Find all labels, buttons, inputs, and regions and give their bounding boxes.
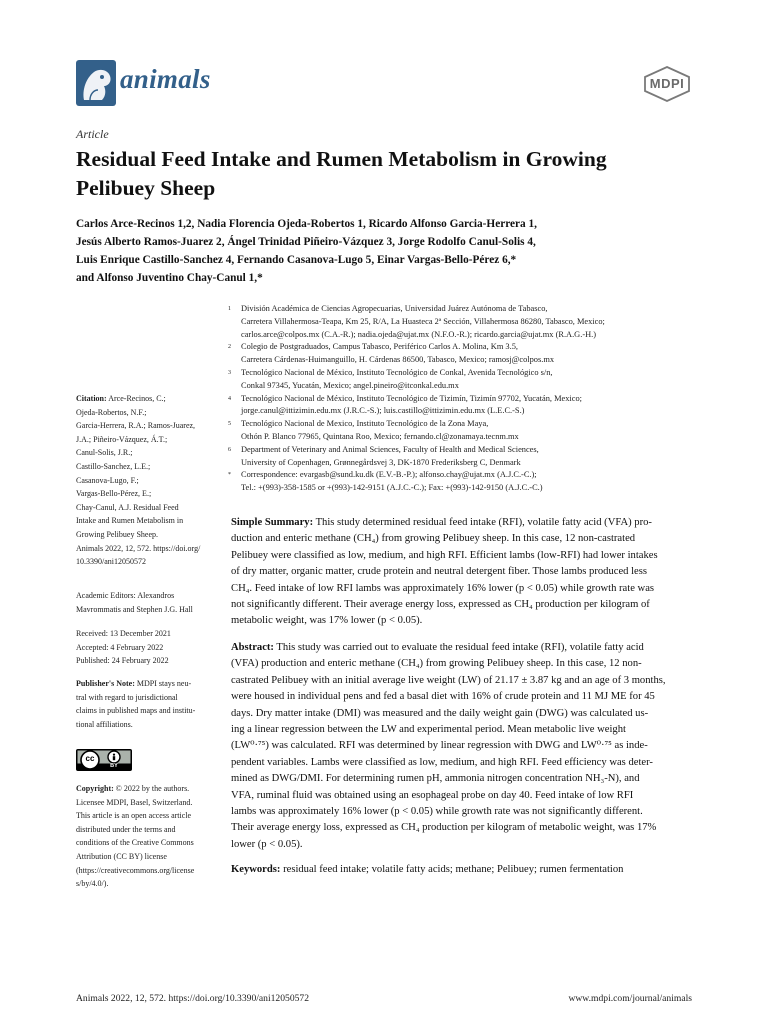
abstract-line: (LW⁰·⁷⁵) was calculated. RFI was determined by linear regression with DWG and LW⁰·⁷⁵ as inde- [231,740,648,752]
abstract-line: days. Dry matter intake (DMI) was measured and the daily weight gain (DWG) was calculated us- [231,707,649,719]
affiliation-line: Carretera Villahermosa-Teapa, Km 25, R/A, La Huasteca 2ª Sección, Villahermosa 86280, Tabasco, Mexico; [241,316,605,326]
summary-line: This study determined residual feed intake (RFI), volatile fatty acid (VFA) pro- [315,517,652,528]
affiliation-line: jorge.canul@ittizimin.edu.mx (J.R.C.-S.); luis.castillo@ittizimin.edu.mx (L.E.C.-S.) [241,406,525,416]
abstract-line: lower (p < 0.05). [231,838,303,850]
abstract-line: ing a linear regression between the LW and experimental period. Mean metabolic live weight [231,724,626,736]
abstract-line: were housed in individual pens and fed a basal diet with 16% of crude protein and 11 MJ ME for 45 [231,691,655,703]
affiliation-number: 2 [228,344,231,351]
affiliation-line: Carretera Cárdenas-Huimanguillo, H. Cárdenas 86500, Tabasco, Mexico; ramosj@colpos.mx [241,355,555,365]
received-date: Received: 13 December 2021 [76,629,171,638]
affiliation-item [228,418,698,444]
citation-label: Citation: [76,394,107,403]
abstract-line: lambs was approximately 16% lower (p < 0.05) while growth rate was not significantly different. [231,806,643,818]
copyright-block [76,782,216,891]
keywords-text: residual feed intake; volatile fatty acids; methane; Pelibuey; rumen fermentation [283,864,624,875]
affiliation-item [228,444,698,470]
citation-line: 10.3390/ani12050572 [76,557,146,567]
affiliation-line: Conkal 97345, Yucatán, Mexico; angel.pineiro@itconkal.edu.mx [241,380,459,390]
footer-citation[interactable]: Animals 2022, 12, 572. https://doi.org/10.3390/ani12050572 [76,993,310,1004]
affiliation-item [228,341,698,367]
affiliation-line: Department of Veterinary and Animal Sciences, Faculty of Health and Medical Sciences, [241,444,539,454]
footer-journal-url[interactable]: www.mdpi.com/journal/animals [568,993,692,1004]
affiliation-item [228,367,698,393]
license-link[interactable]: (https://creativecommons.org/license [76,865,195,875]
author-line: Luis Enrique Castillo-Sanchez 4, Fernando Casanova-Lugo 5, Einar Vargas-Bello-Pérez 6,* [76,254,517,266]
summary-line: of dry matter, organic matter, crude protein and neutral detergent fiber. Those lambs produced less [231,566,647,578]
simple-summary [231,515,695,630]
affiliation-line: Colegio de Postgraduados, Campus Tabasco, Periférico Carlos A. Molina, Km 3.5, [241,342,518,352]
journal-logo-icon [76,60,116,106]
author-line: Jesús Alberto Ramos-Juarez 2, Ángel Trinidad Piñeiro-Vázquez 3, Jorge Rodolfo Canul-Solis 4, [76,236,536,248]
affiliation-line: Tel.: +(993)-358-1585 or +(993)-142-9151 (A.J.C.-C.); Fax: +(993)-142-9150 (A.J.C.-C.) [241,483,543,493]
abstract-label: Abstract: [231,642,274,653]
author-line: Carlos Arce-Recinos 1,2, Nadia Florencia Ojeda-Robertos 1, Ricardo Alfonso Garcia-Herrera 1, [76,218,538,230]
copyright-label: Copyright: [76,784,114,793]
author-line: and Alfonso Juventino Chay-Canul 1,* [76,272,263,284]
summary-line: Pelibuey were classified as low, medium, and high RFI. Efficient lambs (low-RFI) had lower intakes [231,549,658,561]
affiliation-number: 3 [228,369,231,376]
publisher-note-line: tral with regard to jurisdictional [76,692,178,702]
affiliation-line: División Académica de Ciencias Agropecuarias, Universidad Juárez Autónoma de Tabasco, [241,304,548,313]
cc-badge-left-text: cc [85,754,95,763]
dates-block [76,627,216,668]
academic-editors [76,589,216,616]
journal-name: animals [120,64,211,94]
citation-line: Chay-Canul, A.J. Residual Feed [76,502,179,512]
editors-line: Mavrommatis and Stephen J.G. Hall [76,604,193,614]
citation-line: Vargas-Bello-Pérez, E.; [76,489,152,499]
copyright-line: Licensee MDPI, Basel, Switzerland. [76,797,193,807]
affiliation-item [228,393,698,419]
affiliations [228,303,698,495]
affiliation-line: Tecnológico Nacional de México, Instituto Tecnológico de Tizimín, Tizimín 97702, Yucatán, Mexico; [241,393,582,403]
article-type: Article [76,127,109,141]
citation-line: Garcia-Herrera, R.A.; Ramos-Juarez, [76,421,196,431]
citation-line: Arce-Recinos, C.; [108,394,166,403]
mdpi-logo-text: MDPI [649,76,685,91]
abstract-line: VFA, ruminal fluid was obtained using an esophageal probe on day 40. Feed intake of low RFI [231,789,634,801]
affiliation-line: University of Copenhagen, Grønnegårdsvej 3, DK-1870 Frederiksberg C, Denmark [241,457,521,467]
copyright-line: distributed under the terms and [76,824,176,834]
mdpi-logo [642,66,692,102]
license-link[interactable]: s/by/4.0/). [76,879,109,889]
author-list [76,215,696,287]
copyright-line: This article is an open access article [76,811,192,821]
published-date: Published: 24 February 2022 [76,656,169,666]
title-line: Pelibuey Sheep [76,176,216,200]
affiliation-number: 1 [228,306,231,312]
cc-badge-right-text: BY [110,763,118,769]
keywords [231,862,695,878]
affiliation-line: Tecnológico Nacional de México, Instituto Tecnológico de Conkal, Avenida Tecnológico s/n, [241,367,553,377]
copyright-line: conditions of the Creative Commons [76,838,194,848]
summary-line: metabolic weight, was 17% lower (p < 0.05). [231,615,423,627]
affiliation-number: 6 [228,446,231,453]
affiliation-line: Correspondence: evargasb@sund.ku.dk (E.V.-B.-P.); alfonso.chay@ujat.mx (A.J.C.-C.); [241,470,537,480]
copyright-line: © 2022 by the authors. [115,784,190,793]
abstract [231,640,695,853]
citation-block [76,392,216,569]
citation-line: Ojeda-Robertos, N.F.; [76,407,147,417]
abstract-line: castrated Pelibuey with an initial average live weight (LW) of 21.17 ± 3.87 kg and an age of 3 months, [231,674,666,686]
citation-line: Growing Pelibuey Sheep. [76,529,158,539]
abstract-line: pendent variables. Lambs were classified as low, medium, and high RFI. Feed efficiency was deter- [231,756,653,768]
simple-summary-label: Simple Summary: [231,517,314,528]
citation-line: Castillo-Sanchez, L.E.; [76,461,151,471]
affiliation-line: carlos.arce@colpos.mx (C.A.-R.); nadia.ojeda@ujat.mx (N.F.O.-R.); ricardo.garcia@ujat.mx (R.A.G.-H.) [241,329,597,339]
abstract-line: This study was carried out to evaluate the residual feed intake (RFI), volatile fatty acid [276,642,644,653]
abstract-line: Their average energy loss, expressed as CH₄ production per kilogram of metabolic weight, was 17% [231,822,657,834]
publisher-note-line: MDPI stays neu- [136,679,192,688]
publisher-note-label: Publisher's Note: [76,679,135,688]
accepted-date: Accepted: 4 February 2022 [76,642,164,652]
copyright-line: Attribution (CC BY) license [76,851,167,861]
affiliation-number: 5 [228,421,231,428]
publisher-note-line: claims in published maps and institu- [76,706,196,716]
keywords-label: Keywords: [231,864,281,875]
affiliation-number: 4 [228,395,231,402]
citation-line: Canul-Solis, J.R.; [76,448,133,458]
affiliation-number: * [228,472,231,479]
abstract-line: mined as DWG/DMI. For determining rumen pH, ammonia nitrogen concentration NH₃-N), and [231,773,640,785]
correspondence [228,469,698,495]
abstract-line: (VFA) production and enteric methane (CH₄) from growing Pelibuey sheep. In this case, 12 non- [231,658,642,670]
publisher-note [76,677,216,731]
cc-by-license-badge[interactable] [76,749,132,771]
summary-line: not significantly different. Their average energy loss, expressed as CH₄ production per kilogram of [231,599,650,611]
editors-line: Academic Editors: Alexandros [76,591,175,600]
citation-line: Casanova-Lugo, F.; [76,475,139,485]
citation-line: Intake and Rumen Metabolism in [76,516,184,526]
citation-line: Animals 2022, 12, 572. https://doi.org/ [76,543,201,553]
article-title [76,145,696,203]
citation-line: J.A.; Piñeiro-Vázquez, Á.T.; [76,434,168,444]
publisher-note-line: tional affiliations. [76,719,133,729]
affiliation-item [228,303,698,341]
affiliation-line: Tecnológico Nacional de Mexico, Instituto Tecnológico de la Zona Maya, [241,419,489,429]
summary-line: duction and enteric methane (CH₄) from growing Pelibuey sheep. In this case, 12 non-castrated [231,533,636,545]
summary-line: CH₄. Feed intake of low RFI lambs was approximately 16% lower (p < 0.05) while growth rate was [231,582,655,594]
title-line: Residual Feed Intake and Rumen Metabolism in Growing [76,147,607,171]
affiliation-line: Othón P. Blanco 77965, Quintana Roo, Mexico; fernando.cl@zonamaya.tecnm.mx [241,431,519,441]
